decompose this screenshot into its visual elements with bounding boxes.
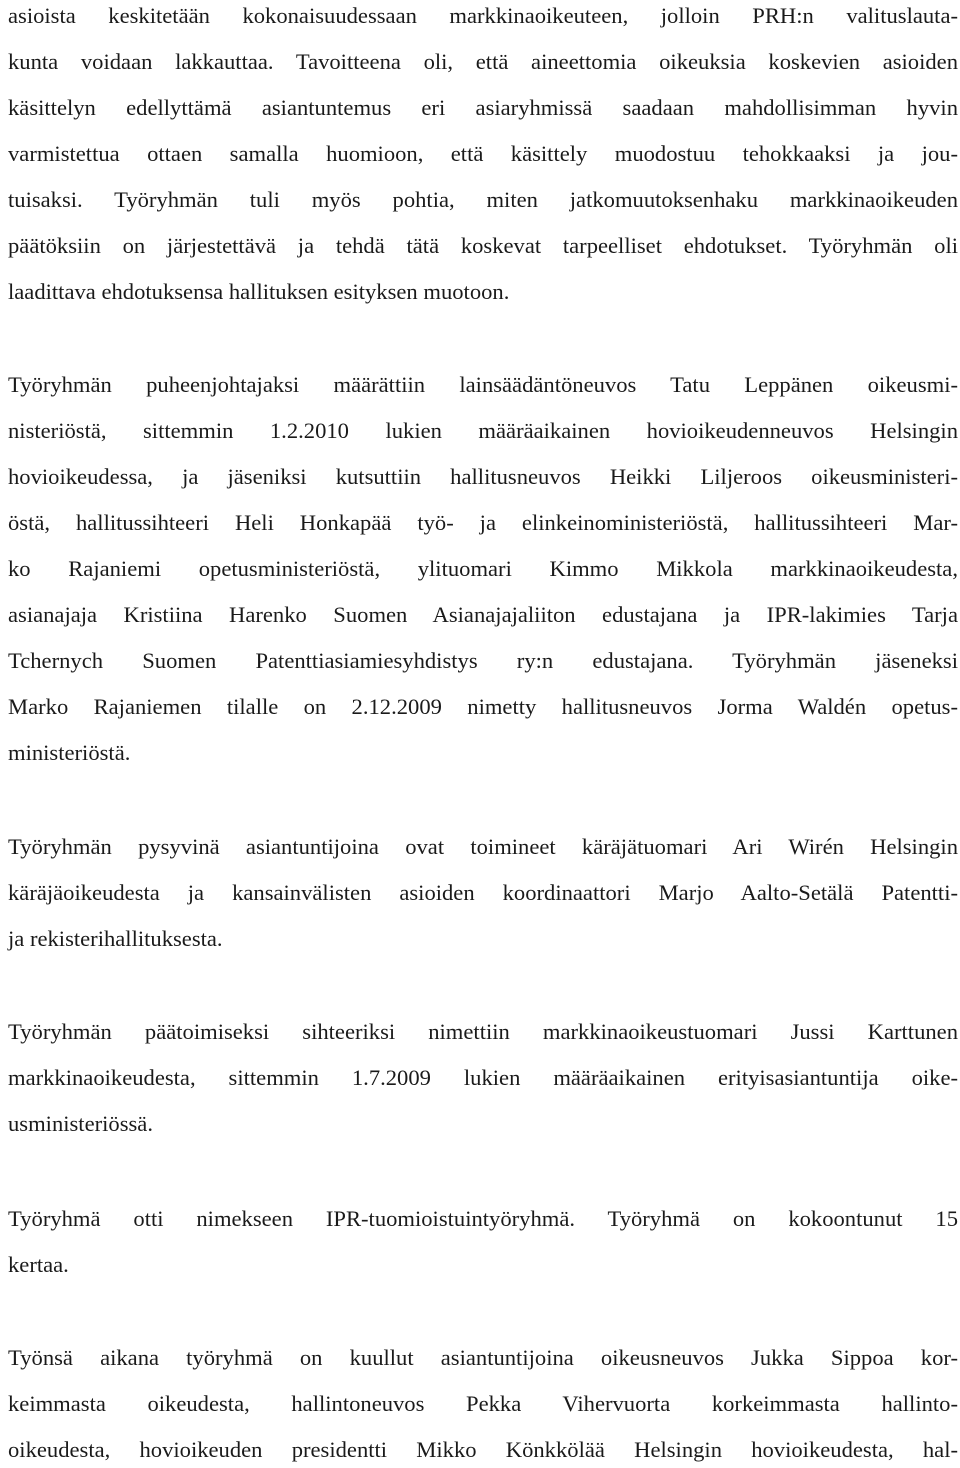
text-line: Työryhmän pysyvinä asiantuntijoina ovat toimineet käräjätuomari Ari Wirén Helsingin xyxy=(8,834,958,859)
text-line: Työnsä aikana työryhmä on kuullut asiantuntijoina oikeusneuvos Jukka Sippoa kor- xyxy=(8,1345,958,1370)
text-line: ja rekisterihallituksesta. xyxy=(8,926,223,951)
text-line: päätöksiin on järjestettävä ja tehdä tätä koskevat tarpeelliset ehdotukset. Työryhmän oli xyxy=(8,233,958,258)
text-line: nisteriöstä, sittemmin 1.2.2010 lukien määräaikainen hovioikeudenneuvos Helsingin xyxy=(8,418,958,443)
text-line: laadittava ehdotuksensa hallituksen esityksen muotoon. xyxy=(8,279,510,304)
text-line: käsittelyn edellyttämä asiantuntemus eri asiaryhmissä saadaan mahdollisimman hyvin xyxy=(8,95,958,120)
text-line: Työryhmä otti nimekseen IPR-tuomioistuintyöryhmä. Työryhmä on kokoontunut 15 xyxy=(8,1206,958,1231)
text-line: varmistettua ottaen samalla huomioon, että käsittely muodostuu tehokkaaksi ja jou- xyxy=(8,141,958,166)
text-line: hovioikeudessa, ja jäseniksi kutsuttiin hallitusneuvos Heikki Liljeroos oikeusministeri- xyxy=(8,464,958,489)
text-line: käräjäoikeudesta ja kansainvälisten asioiden koordinaattori Marjo Aalto-Setälä Patentti- xyxy=(8,880,958,905)
text-line: östä, hallitussihteeri Heli Honkapää työ- ja elinkeinoministeriöstä, hallitussihteeri Mar- xyxy=(8,510,958,535)
text-line: Tchernych Suomen Patenttiasiamiesyhdistys ry:n edustajana. Työryhmän jäseneksi xyxy=(8,648,958,673)
text-line: usministeriössä. xyxy=(8,1111,153,1136)
text-line: Työryhmän päätoimiseksi sihteeriksi nimettiin markkinaoikeustuomari Jussi Karttunen xyxy=(8,1019,958,1044)
text-line: oikeudesta, hovioikeuden presidentti Mikko Könkkölää Helsingin hovioikeudesta, hal- xyxy=(8,1437,958,1462)
text-line: asioista keskitetään kokonaisuudessaan markkinaoikeuteen, jolloin PRH:n valituslauta- xyxy=(8,3,958,28)
text-line: ministeriöstä. xyxy=(8,740,131,765)
text-line: asianajaja Kristiina Harenko Suomen Asianajajaliiton edustajana ja IPR-lakimies Tarja xyxy=(8,602,958,627)
text-line: kunta voidaan lakkauttaa. Tavoitteena oli, että aineettomia oikeuksia koskevien asioiden xyxy=(8,49,958,74)
text-line: markkinaoikeudesta, sittemmin 1.7.2009 lukien määräaikainen erityisasiantuntija oike- xyxy=(8,1065,958,1090)
text-line: Työryhmän puheenjohtajaksi määrättiin lainsäädäntöneuvos Tatu Leppänen oikeusmi- xyxy=(8,372,958,397)
text-line: keimmasta oikeudesta, hallintoneuvos Pekka Vihervuorta korkeimmasta hallinto- xyxy=(8,1391,958,1416)
text-line: Marko Rajaniemen tilalle on 2.12.2009 nimetty hallitusneuvos Jorma Waldén opetus- xyxy=(8,694,958,719)
text-line: ko Rajaniemi opetusministeriöstä, ylituomari Kimmo Mikkola markkinaoikeudesta, xyxy=(8,556,958,581)
text-line: tuisaksi. Työryhmän tuli myös pohtia, miten jatkomuutoksenhaku markkinaoikeuden xyxy=(8,187,958,212)
text-line: kertaa. xyxy=(8,1252,69,1277)
